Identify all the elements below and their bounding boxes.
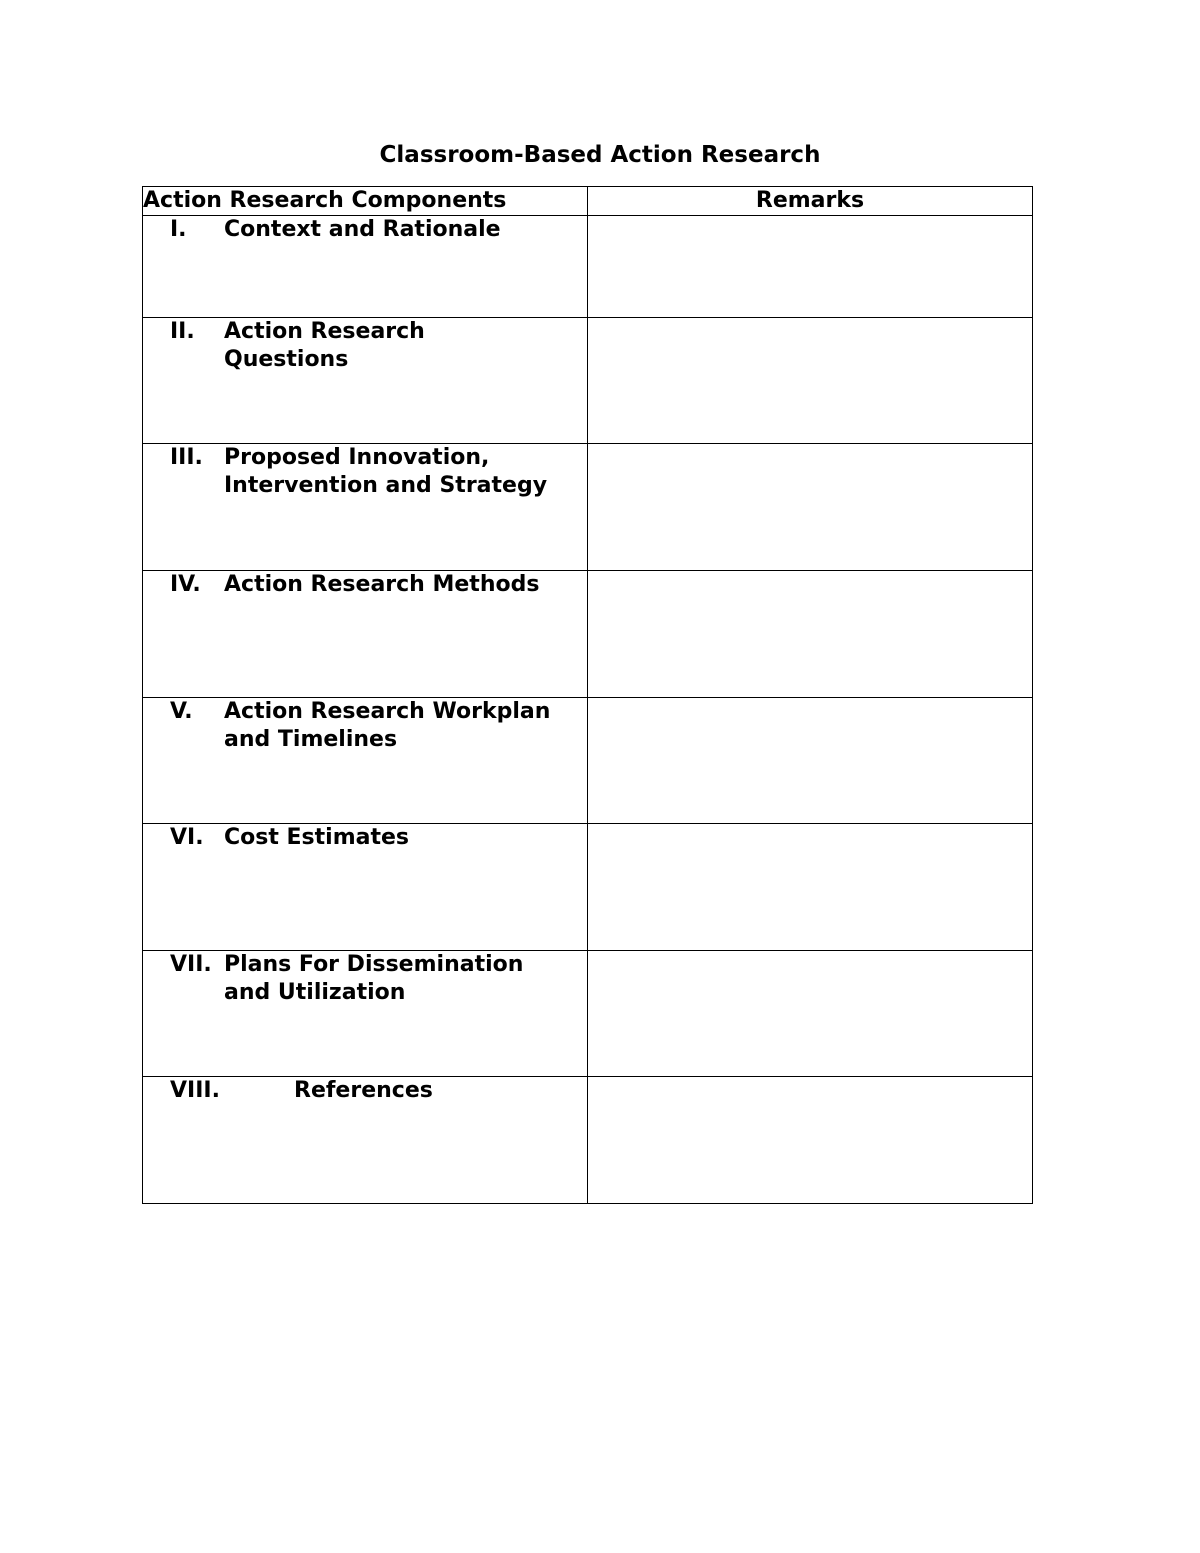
table-row — [143, 824, 1033, 951]
table-row — [143, 951, 1033, 1077]
component-label: Context and Rationale — [224, 217, 501, 242]
action-research-table — [142, 186, 1033, 1204]
component-label: Action Research Questions — [224, 319, 425, 372]
component-cell — [143, 1077, 588, 1204]
page-title: Classroom-Based Action Research — [379, 142, 821, 168]
component-label: Action Research Methods — [224, 572, 540, 597]
component-label: Action Research Workplan and Timelines — [224, 699, 551, 752]
remarks-cell[interactable] — [588, 698, 1033, 824]
remarks-cell[interactable] — [588, 1077, 1033, 1204]
remarks-cell[interactable] — [588, 318, 1033, 444]
header-remarks: Remarks — [588, 187, 1033, 216]
component-cell — [143, 951, 588, 1077]
component-number: II. — [170, 319, 195, 344]
component-number: III. — [170, 445, 203, 470]
table-row — [143, 216, 1033, 318]
component-number: V. — [170, 699, 193, 724]
table-row — [143, 571, 1033, 698]
remarks-cell[interactable] — [588, 216, 1033, 318]
component-cell — [143, 216, 588, 318]
header-components: Action Research Components — [143, 187, 588, 216]
table-row — [143, 318, 1033, 444]
table-row — [143, 444, 1033, 571]
table-row — [143, 1077, 1033, 1204]
component-number: VIII. — [170, 1078, 220, 1103]
remarks-cell[interactable] — [588, 951, 1033, 1077]
component-number: VII. — [170, 952, 212, 977]
component-number: IV. — [170, 572, 201, 597]
component-number: VI. — [170, 825, 204, 850]
component-cell — [143, 444, 588, 571]
component-label: Cost Estimates — [224, 825, 410, 850]
remarks-cell[interactable] — [588, 444, 1033, 571]
table-row — [143, 698, 1033, 824]
component-cell — [143, 571, 588, 698]
component-label: References — [294, 1078, 433, 1103]
component-number: I. — [170, 217, 187, 242]
component-cell — [143, 698, 588, 824]
component-cell — [143, 824, 588, 951]
component-label: Proposed Innovation, Intervention and Strategy — [224, 445, 548, 498]
remarks-cell[interactable] — [588, 824, 1033, 951]
component-cell — [143, 318, 588, 444]
component-label: Plans For Dissemination and Utilization — [224, 952, 524, 1005]
table-header-row — [143, 187, 1033, 216]
remarks-cell[interactable] — [588, 571, 1033, 698]
